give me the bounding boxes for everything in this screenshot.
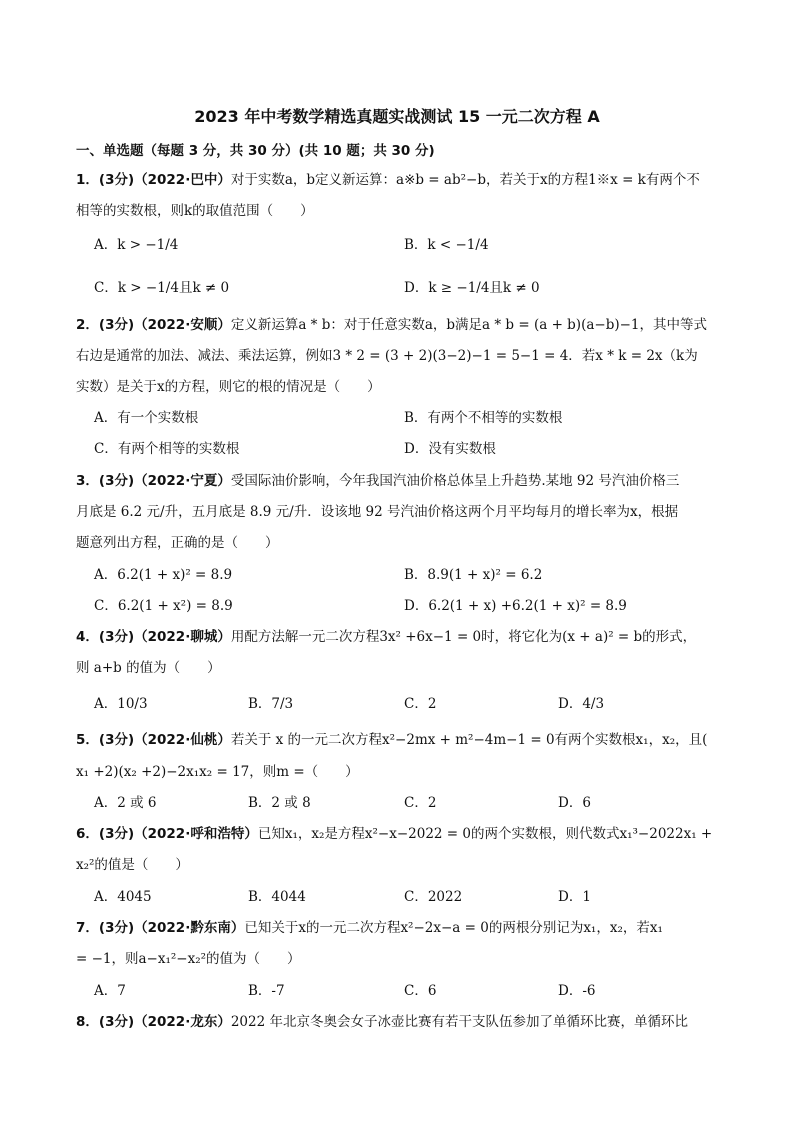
question-1-option-c: C．k > −1/4且k ≠ 0 xyxy=(94,280,230,296)
question-3-line-3: 题意列出方程，正确的是（ ） xyxy=(76,535,279,551)
question-7-line-2: = −1，则a−x₁²−x₂²的值为（ ） xyxy=(76,951,301,967)
question-2-option-a: A．有一个实数根 xyxy=(94,410,199,426)
question-5-option-a: A．2 或 6 xyxy=(94,795,157,811)
question-7-option-d: D．-6 xyxy=(558,983,596,999)
question-2-option-d: D．没有实数根 xyxy=(404,441,496,457)
question-3-option-a: A．6.2(1 + x)² = 8.9 xyxy=(94,567,233,583)
question-6-option-c: C．2022 xyxy=(404,889,463,905)
question-7-option-a: A．7 xyxy=(94,983,126,999)
question-2-line-3: 实数）是关于x的方程，则它的根的情况是（ ） xyxy=(76,379,381,395)
question-7-option-c: C．6 xyxy=(404,983,437,999)
question-4-option-c: C．2 xyxy=(404,696,437,712)
section-heading: 一、单选题（每题 3 分，共 30 分）(共 10 题；共 30 分) xyxy=(76,143,435,159)
question-6-line-1: 6．(3分)（2022·呼和浩特）已知x₁，x₂是方程x²−x−2022 = 0的两个实数根，则代数式x₁³−2022x₁ + xyxy=(76,826,713,842)
question-2-option-b: B．有两个不相等的实数根 xyxy=(404,410,563,426)
question-1-line-1: 1．(3分)（2022·巴中）对于实数a，b定义新运算：a※b = ab²−b，若关于x的方程1※x = k有两个不 xyxy=(76,172,700,188)
question-3-option-c: C．6.2(1 + x²) = 8.9 xyxy=(94,598,233,614)
question-7-line-1: 7．(3分)（2022·黔东南）已知关于x的一元二次方程x²−2x−a = 0的两根分别记为x₁，x₂，若x₁ xyxy=(76,920,663,936)
question-6-option-d: D．1 xyxy=(558,889,591,905)
question-6-line-2: x₂²的值是（ ） xyxy=(76,857,189,873)
question-5-option-b: B．2 或 8 xyxy=(248,795,311,811)
question-3-option-b: B．8.9(1 + x)² = 6.2 xyxy=(404,567,543,583)
question-5-option-d: D．6 xyxy=(558,795,591,811)
question-6-option-b: B．4044 xyxy=(248,889,306,905)
question-5-line-1: 5．(3分)（2022·仙桃）若关于 x 的一元二次方程x²−2mx + m²−4m−1 = 0有两个实数根x₁，x₂，且( xyxy=(76,732,708,748)
question-3-option-d: D．6.2(1 + x) +6.2(1 + x)² = 8.9 xyxy=(404,598,627,614)
question-1-option-d: D．k ≥ −1/4且k ≠ 0 xyxy=(404,280,540,296)
question-2-line-2: 右边是通常的加法、减法、乘法运算，例如3 * 2 = (3 + 2)(3−2)−1 = 5−1 = 4．若x * k = 2x（k为 xyxy=(76,348,698,364)
question-2-line-1: 2．(3分)（2022·安顺）定义新运算a * b：对于任意实数a，b满足a * b = (a + b)(a−b)−1，其中等式 xyxy=(76,317,708,333)
page-title: 2023 年中考数学精选真题实战测试 15 一元二次方程 A xyxy=(194,107,600,126)
question-3-line-1: 3．(3分)（2022·宁夏）受国际油价影响，今年我国汽油价格总体呈上升趋势.某地 92 号汽油价格三 xyxy=(76,473,680,489)
question-4-option-a: A．10/3 xyxy=(94,696,148,712)
question-5-option-c: C．2 xyxy=(404,795,437,811)
question-1-option-b: B．k < −1/4 xyxy=(404,237,489,253)
question-4-line-1: 4．(3分)（2022·聊城）用配方法解一元二次方程3x² +6x−1 = 0时，将它化为(x + a)² = b的形式， xyxy=(76,629,697,645)
question-3-line-2: 月底是 6.2 元/升，五月底是 8.9 元/升．设该地 92 号汽油价格这两个月平均每月的增长率为x，根据 xyxy=(76,504,679,520)
question-6-option-a: A．4045 xyxy=(94,889,152,905)
question-7-option-b: B．-7 xyxy=(248,983,285,999)
question-4-line-2: 则 a+b 的值为（ ） xyxy=(76,660,221,676)
question-2-option-c: C．有两个相等的实数根 xyxy=(94,441,240,457)
question-1-line-2: 相等的实数根，则k的取值范围（ ） xyxy=(76,203,314,219)
question-4-option-d: D．4/3 xyxy=(558,696,605,712)
question-1-option-a: A．k > −1/4 xyxy=(94,237,179,253)
question-5-line-2: x₁ +2)(x₂ +2)−2x₁x₂ = 17，则m =（ ） xyxy=(76,764,359,780)
question-4-option-b: B．7/3 xyxy=(248,696,294,712)
question-8-line-1: 8．(3分)（2022·龙东）2022 年北京冬奥会女子冰壶比赛有若干支队伍参加了单循环比赛，单循环比 xyxy=(76,1014,688,1030)
